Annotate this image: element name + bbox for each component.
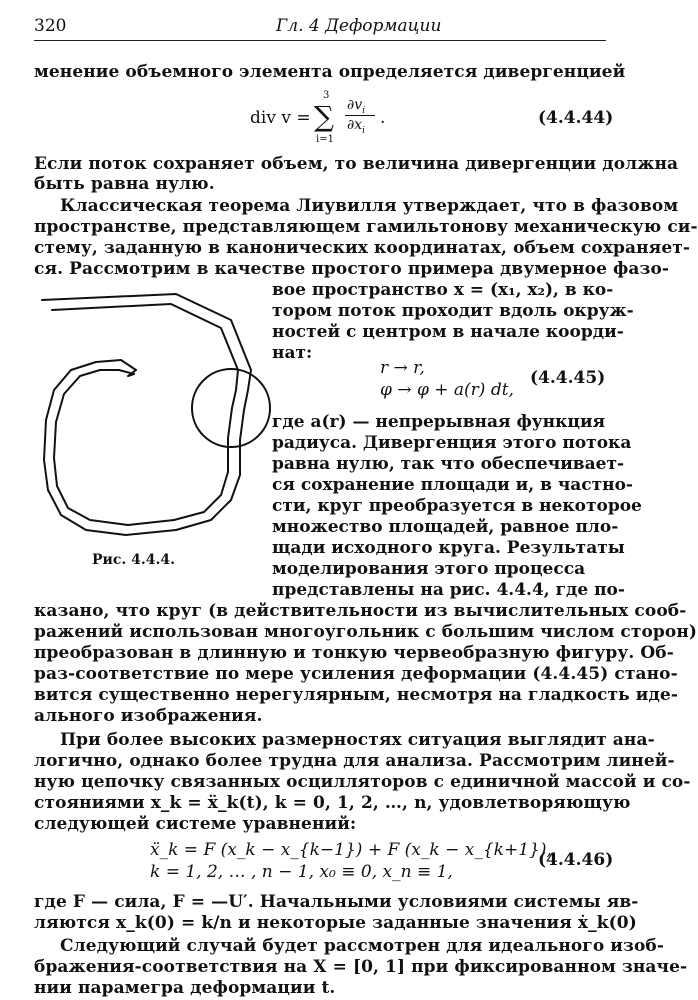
fraction-numerator: $\partial v_i$	[347, 97, 366, 116]
figure-caption: Рис. 4.4.4.	[92, 552, 176, 568]
text-line: ся сохранение площади и, в частно-	[272, 475, 633, 495]
equation-line: r → r,	[380, 358, 425, 378]
page-header	[34, 16, 606, 40]
text-line: раз-соответствие по мере усиления деформации (4.4.45) стано-	[34, 664, 678, 684]
text-line: преобразован в длинную и тонкую червеобразную фигуру. Об-	[34, 643, 674, 663]
text-line: радиуса. Дивергенция этого потока	[272, 433, 632, 453]
text-line: моделирования этого процесса	[272, 559, 586, 579]
fraction-bar	[345, 115, 375, 116]
text-line: ностей с центром в начале коорди-	[272, 322, 624, 342]
text-line: ального изображения.	[34, 706, 263, 726]
text-line: бражения-соответствия на X = [0, 1] при фиксированном значе-	[34, 957, 688, 977]
text-line: При более высоких размерностях ситуация выглядит ана-	[60, 730, 655, 750]
text-line: тором поток проходит вдоль окруж-	[272, 301, 634, 321]
text-line: ную цепочку связанных осцилляторов с единичной массой и со-	[34, 772, 691, 792]
text-line: быть равна нулю.	[34, 174, 215, 194]
equation-number: (4.4.46)	[538, 850, 614, 870]
sum-upper-limit: 3	[323, 90, 330, 101]
worm-shape-inner	[52, 304, 238, 525]
text-line: множество площадей, равное пло-	[272, 517, 619, 537]
equation-line: k = 1, 2, … , n − 1, x₀ ≡ 0, x_n ≡ 1,	[150, 862, 453, 882]
equation-number: (4.4.44)	[538, 108, 614, 128]
text-line: ся. Рассмотрим в качестве простого примера двумерное фазо-	[34, 259, 670, 279]
equation-line: ẍ_k = F (x_k − x_{k−1}) + F (x_k − x_{k+1}),	[150, 840, 552, 860]
equation-number: (4.4.45)	[530, 368, 606, 388]
equation-line: φ → φ + a(r) dt,	[380, 380, 514, 400]
sum-lower-limit: i=1	[316, 134, 334, 145]
text-line: щади исходного круга. Результаты	[272, 538, 625, 558]
text-line: Классическая теорема Лиувилля утверждает, что в фазовом	[60, 196, 679, 216]
text-line: следующей системе уравнений:	[34, 814, 357, 834]
text-line: логично, однако более трудна для анализа. Рассмотрим линей-	[34, 751, 675, 771]
text-line: стояниями x_k = ẍ_k(t), k = 0, 1, 2, …, n, удовлетворяющую	[34, 793, 631, 813]
text-line: представлены на рис. 4.4.4, где по-	[272, 580, 625, 600]
text-line: сти, круг преобразуется в некоторое	[272, 496, 642, 516]
text-line: вится существенно нерегулярным, несмотря на гладкость иде-	[34, 685, 678, 705]
text-line: ражений использован многоугольник с большим числом сторон)	[34, 622, 698, 642]
text-line: нат:	[272, 343, 313, 363]
text-line: казано, что круг (в действительности из вычислительных сооб-	[34, 601, 687, 621]
equation-lhs: div v =	[250, 108, 311, 128]
worm-shape-outer	[42, 294, 251, 535]
text-line: ляются x_k(0) = k/n и некоторые заданные значения ẋ_k(0)	[34, 913, 637, 933]
sum-symbol: ∑	[314, 100, 334, 133]
page-number: 320	[34, 16, 67, 36]
text-line: менение объемного элемента определяется дивергенцией	[34, 62, 626, 82]
text-line: где F — сила, F = —U′. Начальными условиями системы яв-	[34, 892, 639, 912]
equation-period: .	[380, 108, 386, 128]
text-line: стему, заданную в канонических координатах, объем сохраняет-	[34, 238, 691, 258]
text-line: пространстве, представляющем гамильтонову механическую си-	[34, 217, 698, 237]
header-rule	[34, 40, 606, 41]
text-line: Если поток сохраняет объем, то величина дивергенции должна	[34, 154, 679, 174]
text-line: нии парамегра деформации t.	[34, 978, 336, 998]
fraction-denominator: $\partial x_i$	[347, 117, 366, 136]
text-line: где a(r) — непрерывная функция	[272, 412, 606, 432]
text-line: равна нулю, так что обеспечивает-	[272, 454, 625, 474]
text-line: вое пространство x = (x₁, x₂), в ко-	[272, 280, 614, 300]
figure-4-4-4	[26, 290, 266, 550]
text-line: Следующий случай будет рассмотрен для идеального изоб-	[60, 936, 664, 956]
running-title: Гл. 4 Деформации	[276, 16, 442, 36]
